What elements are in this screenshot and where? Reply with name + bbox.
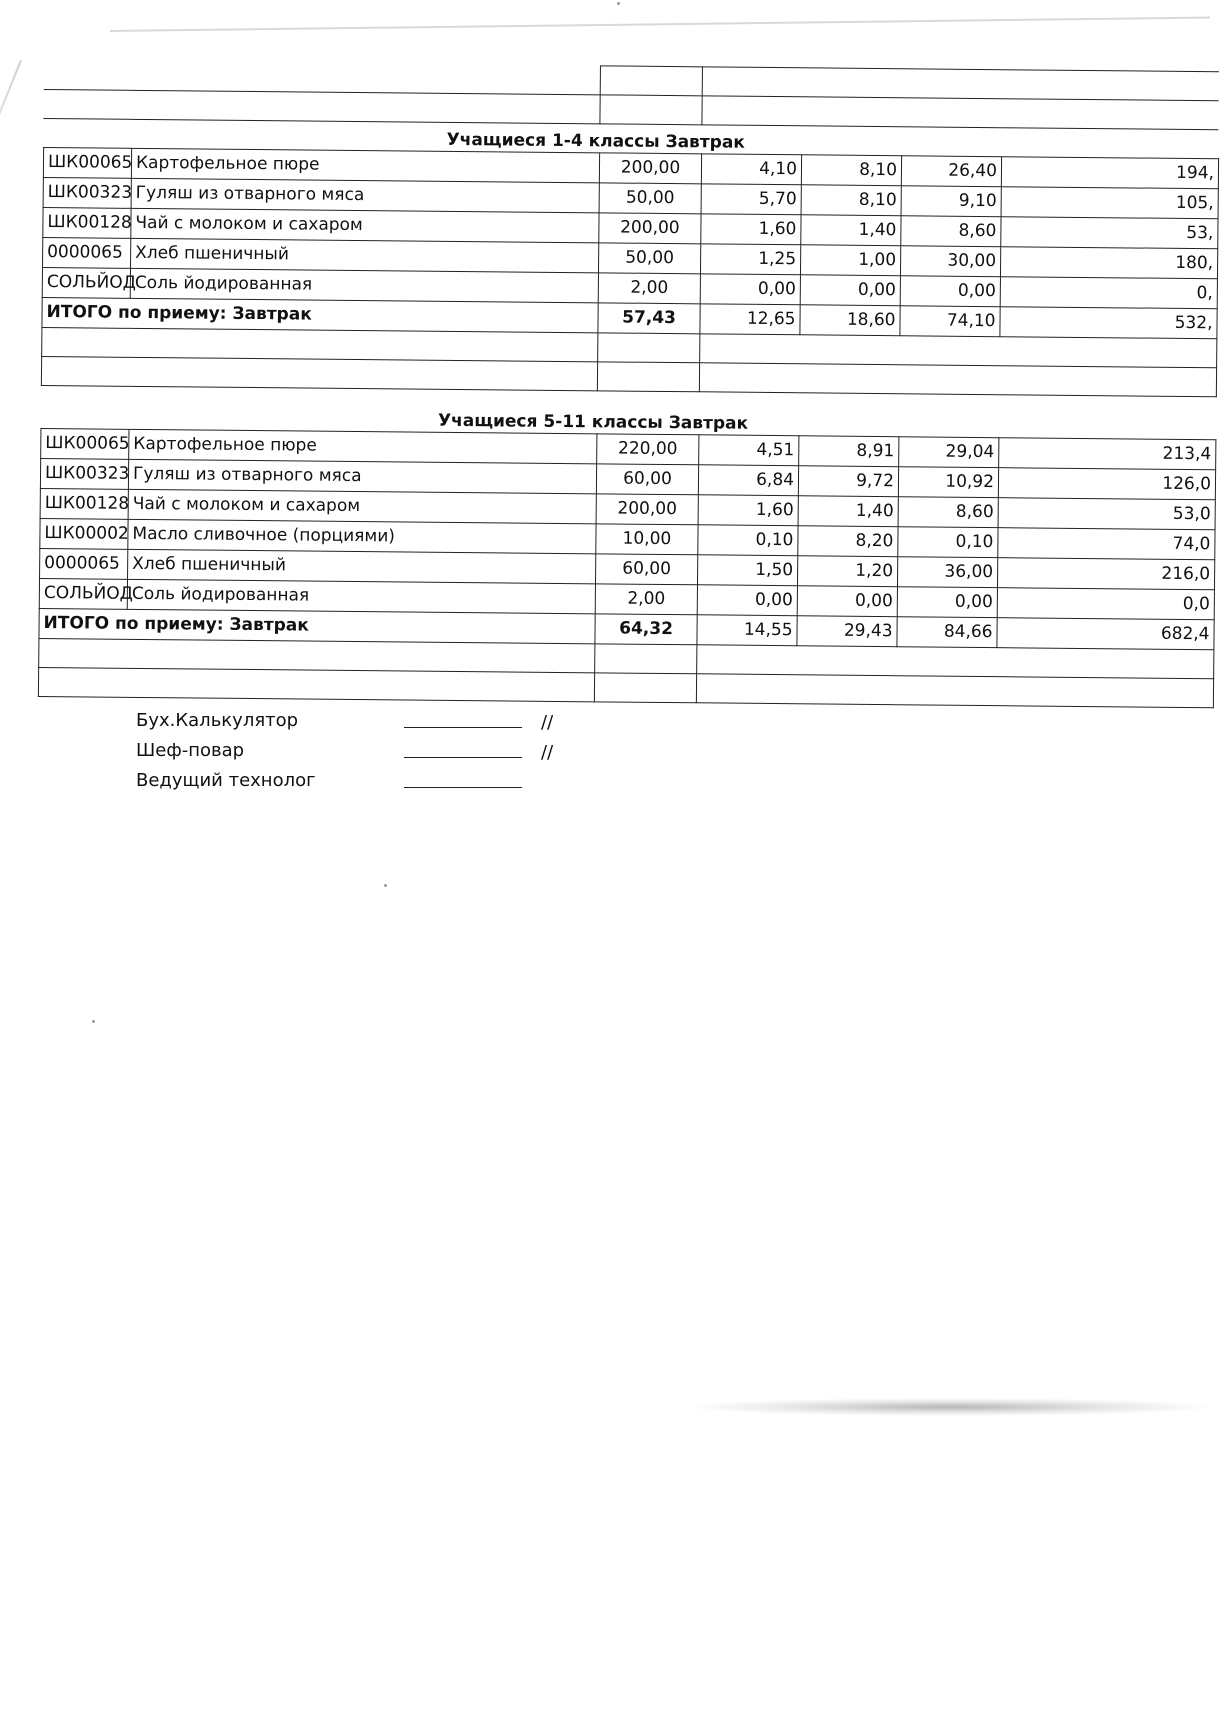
item-energy: 53, <box>1001 217 1218 249</box>
item-proteins: 0,00 <box>697 585 797 616</box>
item-carbs: 10,92 <box>898 467 998 498</box>
item-weight: 50,00 <box>599 183 701 214</box>
total-proteins: 12,65 <box>700 304 800 335</box>
item-weight: 60,00 <box>596 464 698 495</box>
item-weight: 2,00 <box>595 584 697 615</box>
item-fats: 1,20 <box>797 556 897 587</box>
item-carbs: 8,60 <box>898 497 998 528</box>
signature-slash: // <box>541 742 554 763</box>
item-code: ШК00128 <box>40 488 128 519</box>
total-energy: 532, <box>1000 307 1217 339</box>
item-weight: 50,00 <box>598 243 700 274</box>
item-carbs: 9,10 <box>901 186 1001 217</box>
blank-cell <box>699 363 1216 397</box>
item-fats: 8,20 <box>798 526 898 557</box>
section-table-2 <box>38 428 1217 708</box>
blank-cell <box>696 674 1213 708</box>
blank-cell <box>594 673 696 703</box>
blank-cell <box>598 333 700 363</box>
item-proteins: 4,51 <box>699 435 799 466</box>
item-code: ШК00323 <box>43 177 131 208</box>
item-proteins: 1,60 <box>701 214 801 245</box>
item-energy: 105, <box>1001 187 1218 219</box>
total-weight: 57,43 <box>598 303 700 334</box>
item-name: Чай с молоком и сахаром <box>131 208 599 242</box>
signature-slash: // <box>541 712 554 733</box>
signature-role: Шеф-повар <box>136 740 245 761</box>
item-energy: 74,0 <box>998 528 1215 560</box>
item-weight: 200,00 <box>599 153 701 184</box>
item-name: Гуляш из отварного мяса <box>131 178 599 212</box>
signature-role: Бух.Калькулятор <box>136 710 299 731</box>
scan-speck <box>617 2 620 5</box>
total-fats: 29,43 <box>797 616 897 647</box>
total-label: ИТОГО по приему: Завтрак <box>42 297 598 332</box>
total-fats: 18,60 <box>800 305 900 336</box>
item-fats: 9,72 <box>798 466 898 497</box>
item-name: Картофельное пюре <box>131 148 599 182</box>
item-weight: 220,00 <box>597 434 699 465</box>
signature-role: Ведущий технолог <box>136 770 316 791</box>
item-fats: 1,40 <box>801 215 901 246</box>
item-name: Соль йодированная <box>127 579 595 613</box>
total-label: ИТОГО по приему: Завтрак <box>39 608 595 643</box>
item-proteins: 1,25 <box>700 244 800 275</box>
signature-row <box>136 706 554 736</box>
item-name: Хлеб пшеничный <box>128 549 596 583</box>
signature-row <box>136 736 554 766</box>
item-name: Хлеб пшеничный <box>131 238 599 272</box>
item-name: Соль йодированная <box>130 268 598 302</box>
item-code: ШК00002 <box>40 518 128 549</box>
item-name: Картофельное пюре <box>129 429 597 463</box>
item-energy: 0,0 <box>997 588 1214 620</box>
menu-sheet <box>38 60 1219 708</box>
item-carbs: 36,00 <box>897 557 997 588</box>
item-carbs: 0,10 <box>898 527 998 558</box>
signature-block <box>136 706 554 796</box>
section-title-1: Учащиеся 1-4 классы Завтрак <box>446 129 745 153</box>
signature-line <box>404 787 522 788</box>
scan-speck <box>384 884 387 887</box>
item-name: Масло сливочное (порциями) <box>128 519 596 553</box>
item-fats: 8,10 <box>801 155 901 186</box>
signature-line <box>404 757 522 758</box>
item-weight: 2,00 <box>598 273 700 304</box>
page-edge-shadow-left <box>0 60 22 228</box>
item-name: Чай с молоком и сахаром <box>128 489 596 523</box>
blank-cell <box>597 362 699 392</box>
item-proteins: 0,00 <box>700 274 800 305</box>
item-fats: 0,00 <box>800 275 900 306</box>
total-proteins: 14,55 <box>697 615 797 646</box>
item-energy: 0, <box>1000 277 1217 309</box>
item-proteins: 1,50 <box>697 555 797 586</box>
page-edge-shadow <box>110 17 1210 32</box>
item-code: ШК00323 <box>40 458 128 489</box>
item-carbs: 8,60 <box>901 216 1001 247</box>
total-energy: 682,4 <box>997 618 1214 650</box>
item-carbs: 0,00 <box>900 276 1000 307</box>
item-weight: 60,00 <box>595 554 697 585</box>
signature-row <box>136 766 316 796</box>
section-table-1 <box>41 147 1219 397</box>
item-energy: 213,4 <box>999 438 1216 470</box>
blank-cell <box>38 667 594 701</box>
signature-line <box>404 727 522 728</box>
item-energy: 126,0 <box>998 468 1215 500</box>
item-weight: 10,00 <box>596 524 698 555</box>
item-fats: 8,91 <box>799 436 899 467</box>
item-code: 0000065 <box>40 548 128 579</box>
item-code: ШК00065 <box>43 148 131 179</box>
item-weight: 200,00 <box>599 213 701 244</box>
item-proteins: 5,70 <box>701 184 801 215</box>
item-code: ШК00065 <box>41 428 129 459</box>
item-code: 0000065 <box>43 237 131 268</box>
item-fats: 0,00 <box>797 586 897 617</box>
total-weight: 64,32 <box>595 614 697 645</box>
item-carbs: 26,40 <box>901 156 1001 187</box>
item-weight: 200,00 <box>596 494 698 525</box>
item-code: СОЛЬЙОД <box>42 267 130 298</box>
item-energy: 194, <box>1001 157 1218 189</box>
item-carbs: 0,00 <box>897 587 997 618</box>
scan-speck <box>92 1020 95 1023</box>
blank-cell <box>595 644 697 674</box>
item-fats: 1,00 <box>800 245 900 276</box>
item-carbs: 29,04 <box>899 437 999 468</box>
item-proteins: 6,84 <box>698 465 798 496</box>
item-code: СОЛЬЙОД <box>39 578 127 609</box>
item-proteins: 1,60 <box>698 495 798 526</box>
item-proteins: 4,10 <box>701 154 801 185</box>
total-carbs: 84,66 <box>897 617 997 648</box>
section-title-2: Учащиеся 5-11 классы Завтрак <box>437 410 749 434</box>
item-fats: 1,40 <box>798 496 898 527</box>
item-energy: 216,0 <box>997 558 1214 590</box>
item-carbs: 30,00 <box>900 246 1000 277</box>
item-energy: 180, <box>1000 247 1217 279</box>
item-fats: 8,10 <box>801 185 901 216</box>
item-code: ШК00128 <box>43 207 131 238</box>
item-proteins: 0,10 <box>698 525 798 556</box>
blank-cell <box>41 356 597 390</box>
item-energy: 53,0 <box>998 498 1215 530</box>
scan-shadow <box>690 1398 1210 1416</box>
total-carbs: 74,10 <box>900 306 1000 337</box>
item-name: Гуляш из отварного мяса <box>128 459 596 493</box>
